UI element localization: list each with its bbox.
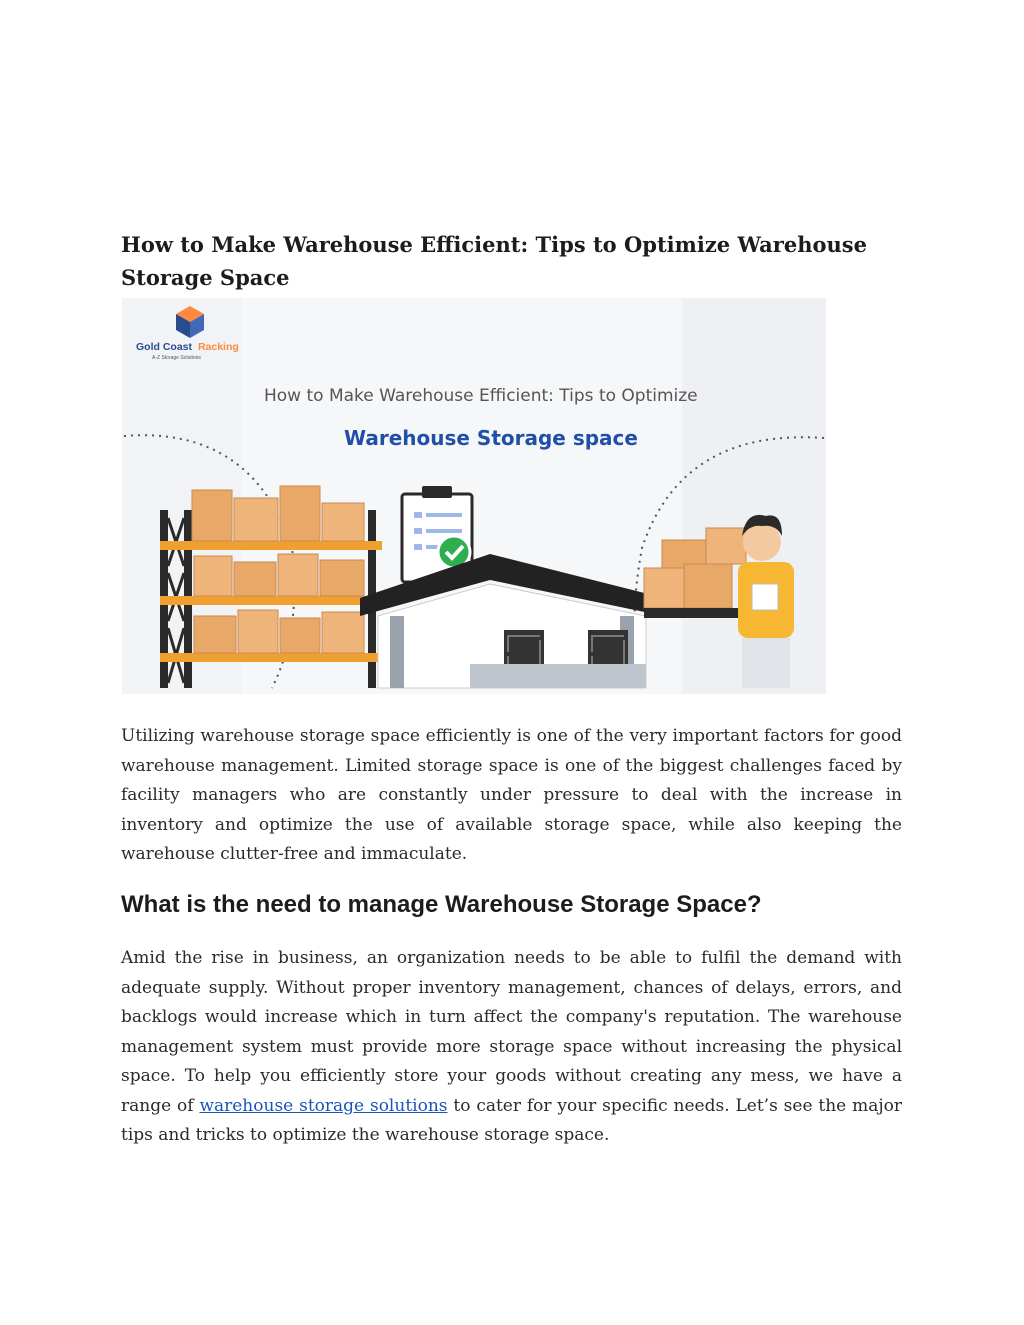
svg-text:Gold Coast Racking: [136, 341, 239, 353]
logo-tagline: A-Z Storage Solutions: [152, 355, 201, 361]
warehouse-storage-solutions-link[interactable]: warehouse storage solutions: [199, 1095, 448, 1116]
hero-illustration: [122, 298, 826, 694]
body-text-before-link: Amid the rise in business, an organization needs to be able to fulfil the demand with adequate supply. Without proper inventory management, chances of delays, errors, and backlogs would increase which in turn affect the company's reputation. The warehouse management system must provide more storage space without increasing the physical space. To help you efficiently store your goods without creating any mess, we have a range of: [121, 948, 902, 1116]
logo-brand-part1: Gold Coast: [136, 341, 193, 353]
logo-brand-part2: Racking: [197, 341, 239, 353]
intro-paragraph: Utilizing warehouse storage space efficiently is one of the very important factors for good warehouse management. Limited storage space is one of the biggest challenges faced by facility managers who are constantly under pressure to deal with the increase in inventory and optimize the use of available storage space, while also keeping the warehouse clutter-free and immaculate.: [121, 726, 902, 864]
section-heading: What is the need to manage Warehouse Storage Space?: [121, 891, 762, 918]
hero-headline-line1: How to Make Warehouse Efficient: Tips to Optimize: [264, 386, 698, 406]
body-text-after-link: to cater for your specific needs. Let’s see the major tips and tricks to optimize the warehouse storage space.: [121, 1095, 902, 1145]
body-paragraph: [121, 944, 902, 1151]
hero-headline-line2: Warehouse Storage space: [344, 426, 638, 450]
page-title: How to Make Warehouse Efficient: Tips to Optimize Warehouse Storage Space: [121, 232, 867, 290]
